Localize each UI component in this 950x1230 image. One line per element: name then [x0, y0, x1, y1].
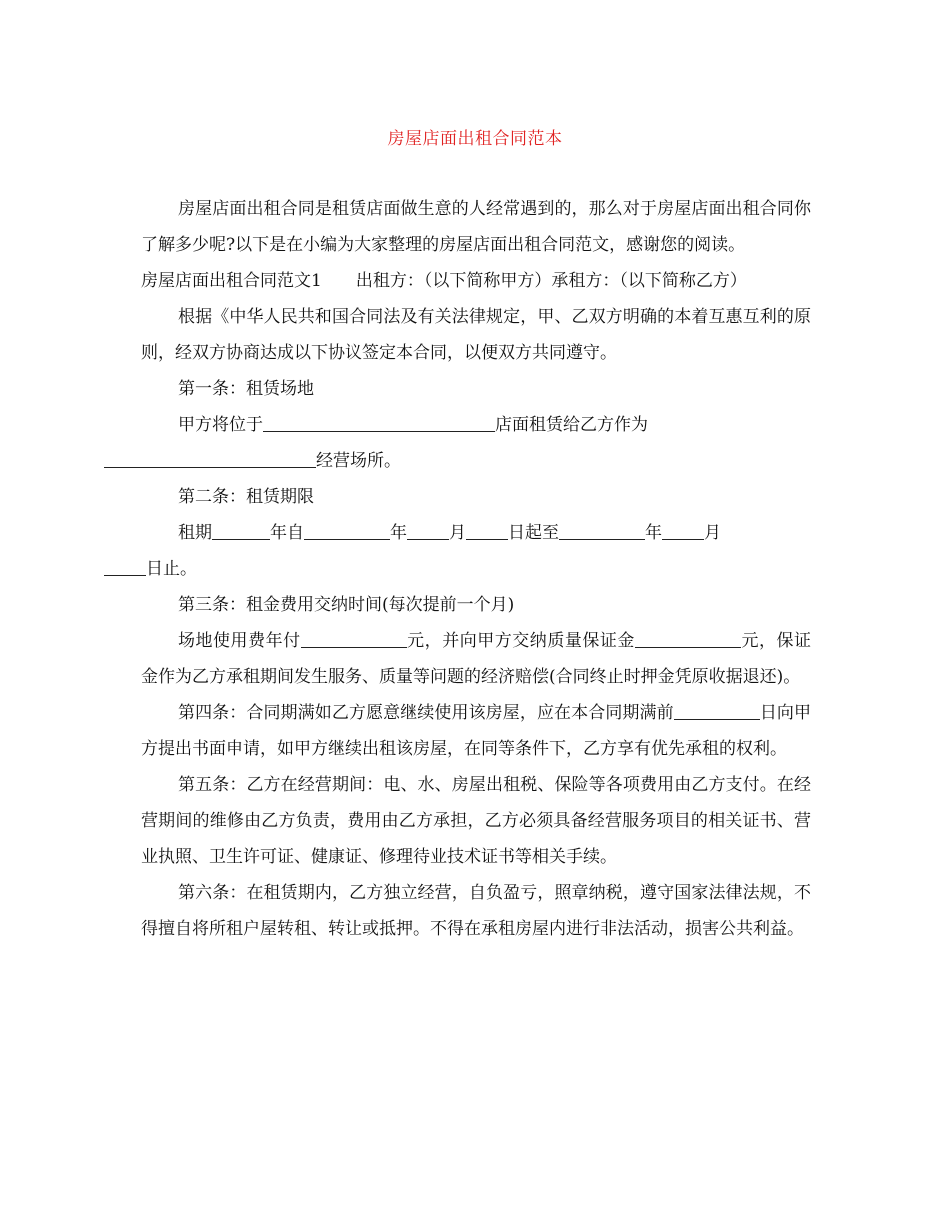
- art2-text-f: 年: [645, 523, 662, 543]
- article-3-text: [141, 623, 811, 695]
- art2-text-a: 租期: [178, 523, 212, 543]
- blank-deposit[interactable]: [635, 629, 741, 648]
- art2-text-g: 月: [704, 523, 721, 543]
- art2-text-e: 日起至: [508, 523, 559, 543]
- parties-line: [141, 263, 811, 299]
- art3-text-c: 元，保证金作为乙方承租期间发生服务、质量等问题的经济赔偿(合同终止时押金凭原收据退还)。: [141, 631, 812, 687]
- art2-text-b: 年自: [270, 523, 304, 543]
- art2-text-d: 月: [449, 523, 466, 543]
- blank-term-years[interactable]: [212, 521, 270, 540]
- art1-text-c: 经营场所。: [316, 451, 401, 471]
- art1-text-b: 店面租赁给乙方作为: [495, 415, 648, 435]
- blank-start-month[interactable]: [407, 521, 449, 540]
- blank-end-month[interactable]: [662, 521, 704, 540]
- article-4-text: [141, 695, 811, 767]
- article-2-heading: 第二条：租赁期限: [178, 487, 314, 507]
- lessor-label: 出租方：（以下简称甲方）: [355, 271, 552, 291]
- parties-heading: 房屋店面出租合同范文1: [141, 271, 322, 291]
- blank-start-year[interactable]: [304, 521, 390, 540]
- blank-notice-days[interactable]: [674, 701, 760, 720]
- basis-paragraph: 根据《中华人民共和国合同法及有关法律规定，甲、乙双方明确的本着互惠互利的原则，经双方协商达成以下协议签定本合同，以便双方共同遵守。: [141, 307, 811, 363]
- art4-text-a: 第四条：合同期满如乙方愿意继续使用该房屋，应在本合同期满前: [178, 703, 674, 723]
- article-3-heading: 第三条：租金费用交纳时间(每次提前一个月): [178, 595, 515, 615]
- blank-annual-fee[interactable]: [301, 629, 407, 648]
- article-1-text: [141, 407, 811, 479]
- lessee-label: 承租方：（以下简称乙方）: [551, 271, 747, 291]
- article-2-text: [141, 515, 811, 587]
- document-body: [141, 191, 811, 947]
- art2-text-h: 日止。: [146, 559, 197, 579]
- blank-start-day[interactable]: [466, 521, 508, 540]
- article-5-text: 第五条：乙方在经营期间：电、水、房屋出租税、保险等各项费用由乙方支付。在经营期间的维修由乙方负责，费用由乙方承担，乙方必须具备经营服务项目的相关证书、营业执照、卫生许可证、健康证、修理待业技术证书等相关手续。: [141, 775, 811, 867]
- article-1-heading: 第一条：租赁场地: [178, 379, 314, 399]
- intro-paragraph: 房屋店面出租合同是租赁店面做生意的人经常遇到的，那么对于房屋店面出租合同你了解多少呢?以下是在小编为大家整理的房屋店面出租合同范文，感谢您的阅读。: [141, 199, 811, 255]
- art1-text-a: 甲方将位于: [178, 415, 263, 435]
- blank-end-year[interactable]: [559, 521, 645, 540]
- art3-text-b: 元，并向甲方交纳质量保证金: [406, 631, 635, 651]
- article-6-text: 第六条：在租赁期内，乙方独立经营，自负盈亏，照章纳税，遵守国家法律法规，不得擅自将所租户屋转租、转让或抵押。不得在承租房屋内进行非法活动，损害公共利益。: [141, 883, 811, 939]
- art4-text-b: 日向甲方提出书面申请，如甲方继续出租该房屋，在同等条件下，乙方享有优先承租的权利。: [141, 703, 811, 759]
- art2-text-c: 年: [390, 523, 407, 543]
- document-title: 房屋店面出租合同范本: [387, 129, 563, 149]
- blank-end-day[interactable]: [104, 557, 146, 576]
- blank-business-use[interactable]: [104, 449, 316, 468]
- blank-location[interactable]: [263, 413, 495, 432]
- art3-text-a: 场地使用费年付: [178, 631, 301, 651]
